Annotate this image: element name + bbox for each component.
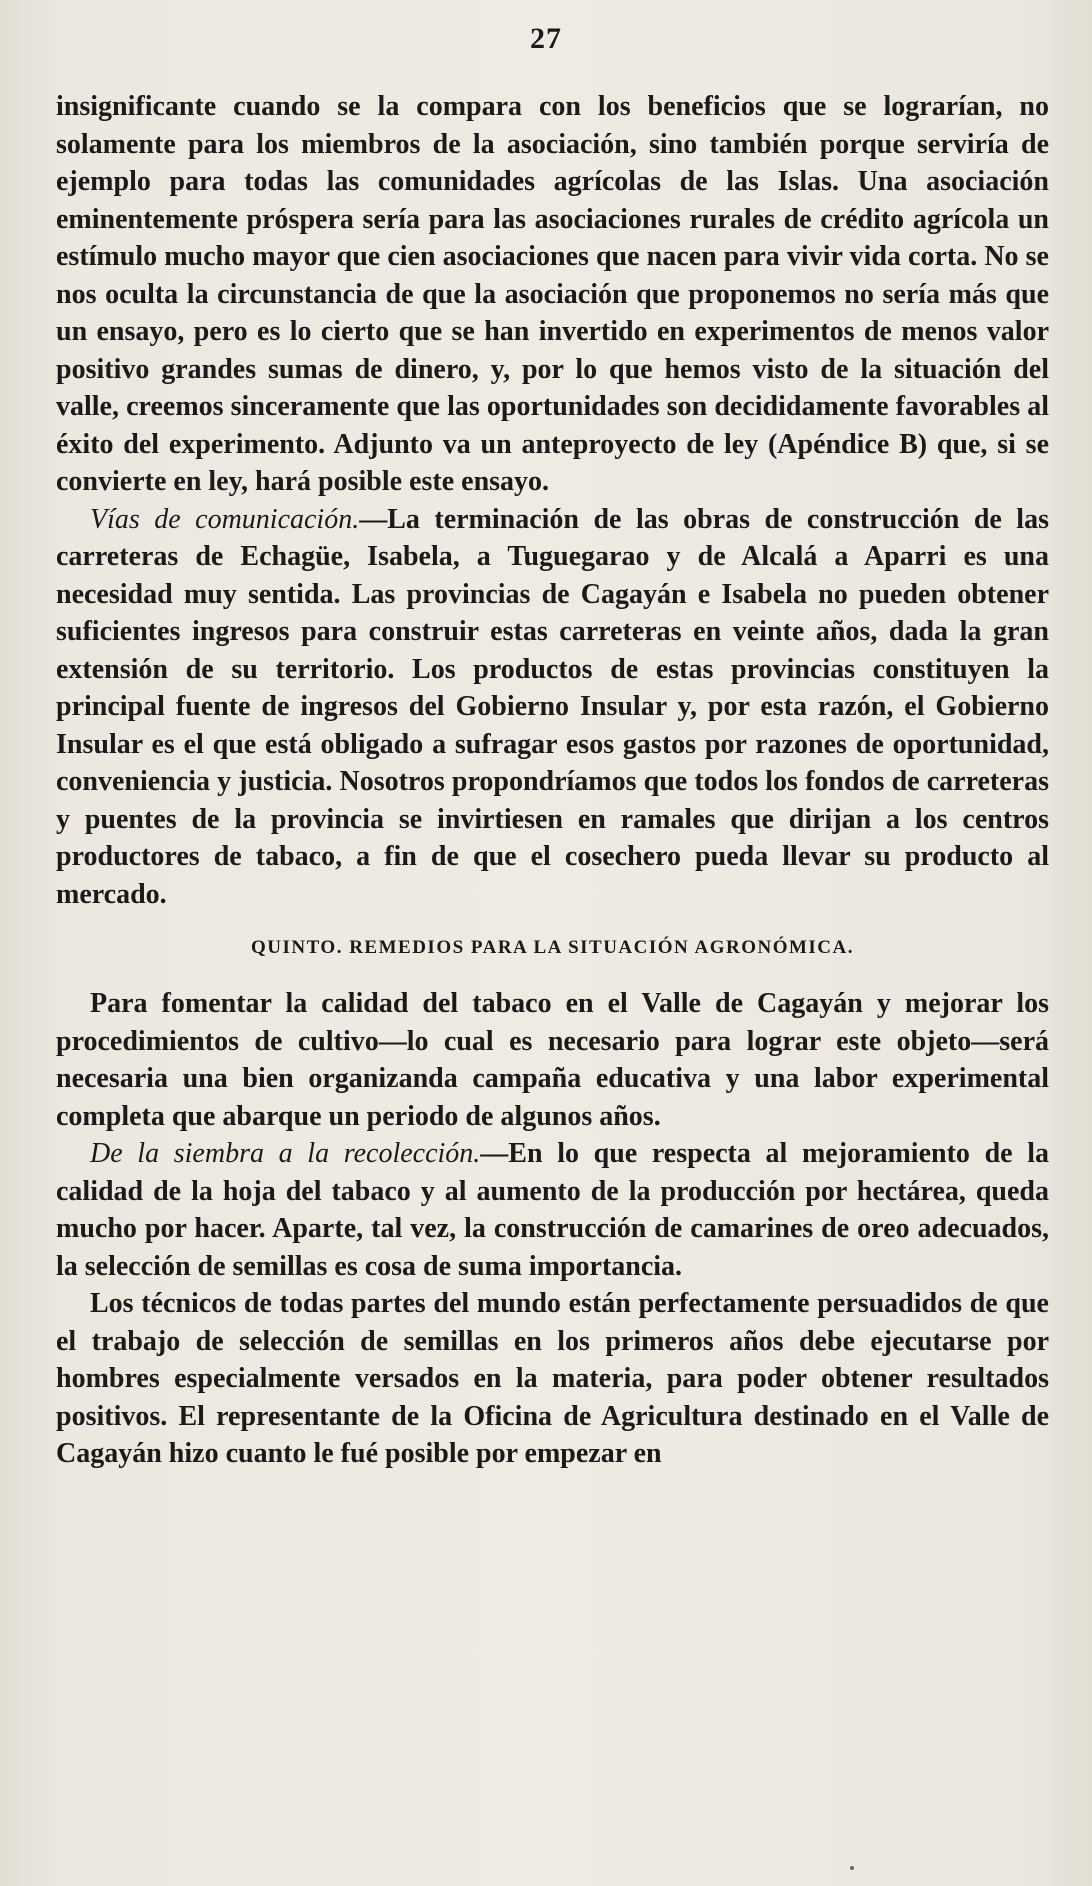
paragraph-sowing-harvest-body: —En lo que respecta al mejoramiento de la calidad de la hoja del tabaco y al aumento de la producción por hectárea, queda mucho por hacer. Aparte, tal vez, la construcción de camarines de oreo adecuados, la selección de semillas es cosa de suma importancia. bbox=[56, 1138, 1050, 1282]
paragraph-communications-title: Vías de comunicación. bbox=[90, 503, 360, 535]
paragraph-communications bbox=[56, 501, 1049, 914]
paragraph-communications-body: —La terminación de las obras de construcción de las carreteras de Echagüe, Isabela, a Tuguegarao y de Alcalá a Aparri es una necesidad muy sentida. Las provincias de Cagayán e Isabela no pueden obtener suficientes ingresos para construir estas carreteras en veinte años, dada la gran extensión de su territorio. Los productos de estas provincias constituyen la principal fuente de ingresos del Gobierno Insular y, por esta razón, el Gobierno Insular es el que está obligado a sufragar esos gastos por razones de oportunidad, conveniencia y justicia. Nosotros propondríamos que todos los fondos de carreteras y puentes de la provincia se invirtiesen en ramales que dirijan a los centros productores de tabaco, a fin de que el cosechero pueda llevar su producto al mercado. bbox=[56, 503, 1049, 910]
section-heading: QUINTO. REMEDIOS PARA LA SITUACIÓN AGRONÓMICA. bbox=[250, 937, 854, 958]
page-number: 27 bbox=[530, 22, 562, 55]
paragraph-association: insignificante cuando se la compara con los beneficios que se lograrían, no solamente para los miembros de la asociación, sino también porque serviría de ejemplo para todas las comunidades agrícolas de las Islas. Una asociación eminentemente próspera sería para las asociaciones rurales de crédito agrícola un estímulo mucho mayor que cien asociaciones que nacen para vivir vida corta. No se nos oculta la circunstancia de que la asociación que proponemos no sería más que un ensayo, pero es lo cierto que se han invertido en experimentos de menos valor positivo grandes sumas de dinero, y, por lo que hemos visto de la situación del valle, creemos sinceramente que las oportunidades son decididamente favorables al éxito del experimento. Adjunto va un anteproyecto de ley (Apéndice B) que, si se convierte en ley, hará posible este ensayo. bbox=[56, 91, 1049, 497]
print-speck bbox=[850, 1866, 854, 1870]
paragraph-sowing-harvest bbox=[56, 1135, 1049, 1285]
page-text bbox=[56, 88, 1049, 1473]
paragraph-tobacco-quality: Para fomentar la calidad del tabaco en el Valle de Cagayán y mejorar los procedimientos de cultivo—lo cual es necesario para lograr este objeto—será necesaria una bien organizanda campaña educativa y una labor experimental completa que abarque un periodo de algunos años. bbox=[56, 988, 1049, 1132]
paragraph-seed-selection: Los técnicos de todas partes del mundo están perfectamente persuadidos de que el trabajo de selección de semillas en los primeros años debe ejecutarse por hombres especialmente versados en la materia, para poder obtener resultados positivos. El representante de la Oficina de Agricultura destinado en el Valle de Cagayán hizo cuanto le fué posible por empezar en bbox=[56, 1288, 1049, 1469]
paragraph-sowing-harvest-title: De la siembra a la recolección. bbox=[90, 1138, 481, 1169]
